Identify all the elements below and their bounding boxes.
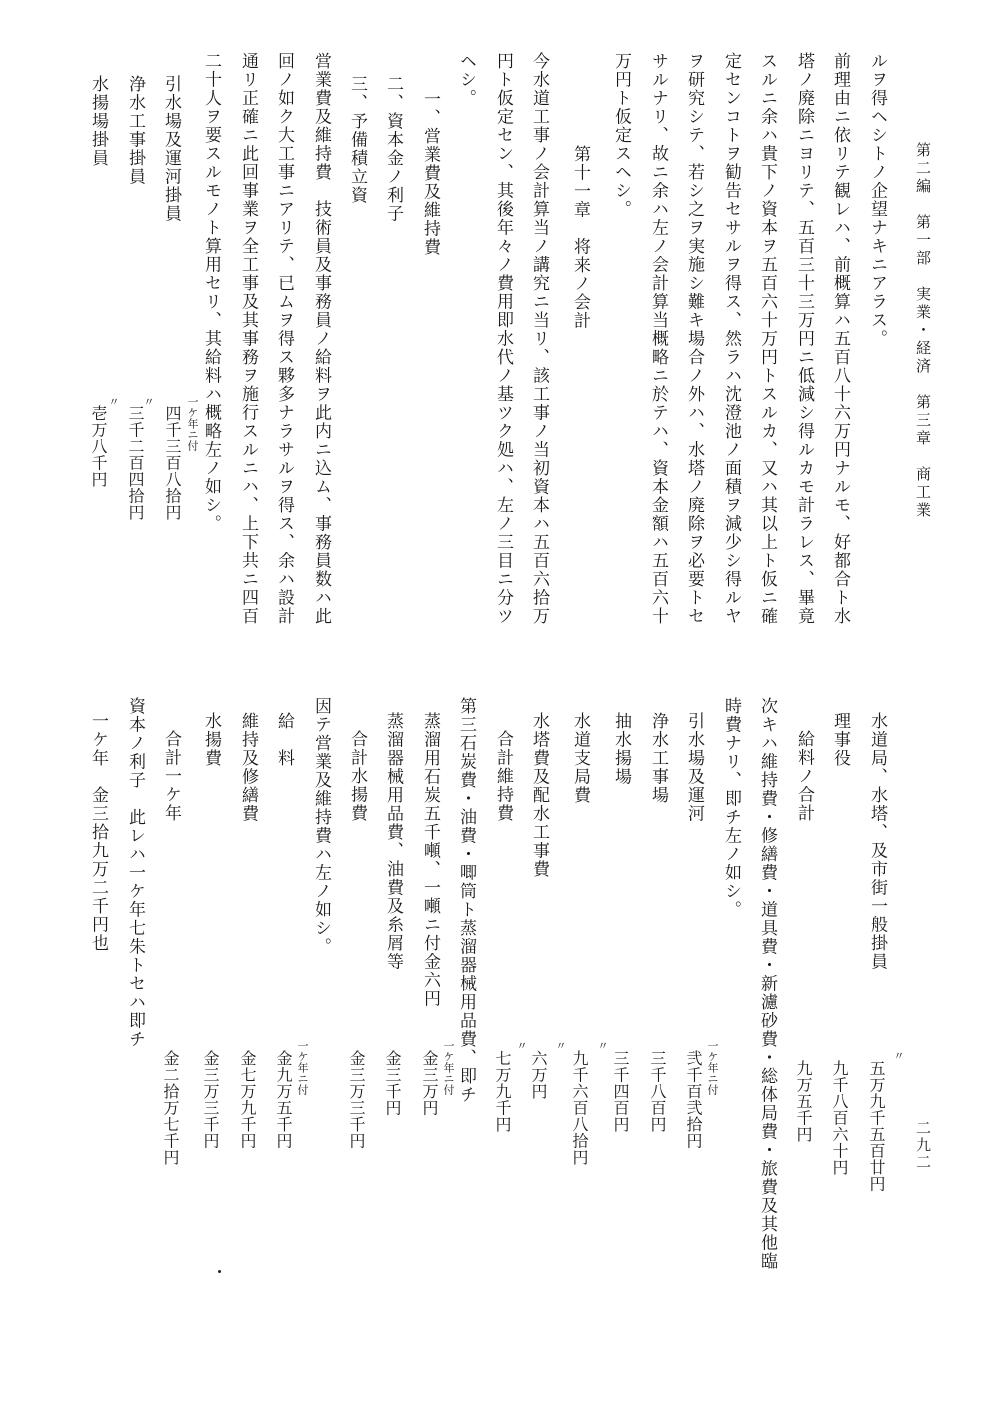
table-label: 水揚費 — [201, 712, 221, 768]
text-line: スルニ余ハ貴下ノ資本ヲ五百六十万円トスルカ、又ハ其以上ト仮ニ確 — [757, 52, 777, 626]
list-item: 一、営業費及維持費 — [420, 90, 440, 257]
table-label: 理事役 — [830, 712, 850, 768]
table-label: 合計水揚費 — [347, 730, 367, 823]
ink-speck — [218, 1270, 221, 1273]
amount-note: 一ケ年ニ付 — [186, 396, 199, 451]
amount: 六万円 — [529, 1050, 548, 1100]
text-line: 円ト仮定セン、其後年々ノ費用即水代ノ基ツク処ハ、左ノ三目ニ分ツ — [493, 52, 513, 626]
amount: 三千八百円 — [648, 1050, 667, 1133]
text-line: 通リ正確ニ此回事業ヲ全工事及其事務ヲ施行スルニハ、上下共ニ四百 — [238, 52, 258, 626]
table-label: 水塔費及配水工事費 — [529, 712, 549, 879]
text-line: ヘシ。 — [456, 52, 476, 108]
amount: 九万五千円 — [794, 1060, 813, 1143]
ditto-mark: 〃 — [596, 1040, 609, 1051]
amount: 金三千円 — [383, 1050, 402, 1116]
text-line: 第三石炭費・油費・唧筒ト蒸溜器械用品費、即チ — [456, 697, 476, 1104]
table-label: 水道局、水塔、及市街一般掛員 — [867, 712, 887, 971]
list-item: 三、予備積立資 — [347, 75, 367, 205]
page-number: 二九二 — [914, 1120, 932, 1171]
amount: 金七万九千円 — [238, 1050, 257, 1149]
table-label: 給 料 — [274, 712, 294, 768]
ditto-mark: 〃 — [142, 396, 155, 407]
table-label: 浄水工事場 — [648, 712, 668, 805]
table-label: 合計一ケ年 — [161, 730, 181, 823]
ditto-mark: 〃 — [892, 1050, 905, 1061]
chapter-heading: 第十一章 将来ノ会計 — [570, 145, 590, 330]
table-label: 引水場及運河掛員 — [161, 75, 181, 223]
amount: 金三万三千円 — [347, 1050, 366, 1149]
text-line: 営業費及維持費 技術員及事務員ノ給料ヲ此内ニ込ム、事務員数ハ此 — [311, 52, 331, 626]
amount: 金三万円 — [420, 1050, 439, 1116]
text-line: 万円ト仮定スヘシ。 — [611, 52, 631, 219]
amount: 壱万八千円 — [89, 405, 108, 488]
text-line: 回ノ如ク大工事ニアリテ、已ムヲ得ス夥多ナラサルヲ得ス、余ハ設計 — [274, 52, 294, 626]
text-line: 塔ノ廃除ニヨリテ、五百三十三万円ニ低減シ得ルカモ計ラレス、畢竟 — [794, 52, 814, 626]
ditto-mark: 〃 — [515, 1040, 528, 1051]
table-label: 抽水揚場 — [611, 712, 631, 786]
text-line: ルヲ得ヘシトノ企望ナキニアラス。 — [867, 52, 887, 348]
text-line: 時費ナリ、即チ左ノ如シ。 — [721, 697, 741, 919]
ditto-mark: 〃 — [554, 1040, 567, 1051]
amount-note: 一ケ年ニ付 — [442, 1040, 455, 1095]
table-label: 水道支局費 — [570, 712, 590, 805]
amount: 七万九千円 — [493, 1050, 512, 1133]
text-line: 前理由ニ依リテ観レハ、前概算ハ五百八十六万円ナルモ、好都合ト水 — [830, 52, 850, 626]
amount-note: 一ケ年ニ付 — [296, 1040, 309, 1095]
table-label: 浄水工事掛員 — [125, 75, 145, 186]
text-line: 次キハ維持費・修繕費・道具費・新濾砂費・総体局費・旅費及其他臨 — [757, 697, 777, 1271]
text-line: 今水道工事ノ会計算当ノ講究ニ当リ、該工事ノ当初資本ハ五百六拾万 — [529, 52, 549, 626]
running-title: 第二編 第一部 実業・経済 第三章 商工業 — [914, 142, 932, 520]
list-item: 二、資本金ノ利子 — [383, 75, 403, 223]
amount: 金九万五千円 — [274, 1050, 293, 1149]
table-label: 水揚場掛員 — [88, 75, 108, 168]
text-line: ヲ研究シテ、若シ之ヲ実施シ難キ場合ノ外ハ、水塔ノ廃除ヲ必要トセ — [684, 52, 704, 626]
amount: 金三万三千円 — [201, 1050, 220, 1149]
table-label: 維持及修繕費 — [238, 712, 258, 823]
amount-note: 一ケ年ニ付 — [706, 1040, 719, 1095]
amount: 五万九千五百廿円 — [867, 1060, 886, 1192]
table-label: 蒸溜器械用品費、油費及糸屑等 — [383, 712, 403, 971]
text-line: 資本ノ利子 此レハ一ケ年七朱トセハ即チ — [125, 697, 145, 1049]
table-label: 合計維持費 — [493, 730, 513, 823]
amount: 三千四百円 — [611, 1050, 630, 1133]
amount: 三千二百四拾円 — [126, 405, 145, 521]
text-line: 二十人ヲ要スルモノト算用セリ、其給料ハ概略左ノ如シ。 — [201, 52, 221, 533]
text-line: 因テ営業及維持費ハ左ノ如シ。 — [311, 697, 331, 956]
amount: 弐千百弐拾円 — [684, 1050, 703, 1149]
table-label: 給料ノ合計 — [794, 730, 814, 823]
table-label: 蒸溜用石炭五千噸、一噸ニ付金六円 — [420, 712, 440, 1008]
text-line: 一ケ年 金三拾九万二千円也 — [88, 712, 108, 953]
amount: 九千八百六十円 — [830, 1060, 849, 1176]
text-line: サルナリ、故ニ余ハ左ノ会計算当概略ニ於テハ、資本金額ハ五百六十 — [648, 52, 668, 626]
amount: 四千三百八拾円 — [163, 405, 182, 521]
amount: 金二拾万七千円 — [161, 1050, 180, 1166]
amount: 九千六百八拾円 — [570, 1050, 589, 1166]
ditto-mark: 〃 — [107, 396, 120, 407]
text-line: 定センコトヲ勧告セサルヲ得ス、然ラハ沈澄池ノ面積ヲ減少シ得ルヤ — [721, 52, 741, 626]
table-label: 引水場及運河 — [684, 712, 704, 823]
